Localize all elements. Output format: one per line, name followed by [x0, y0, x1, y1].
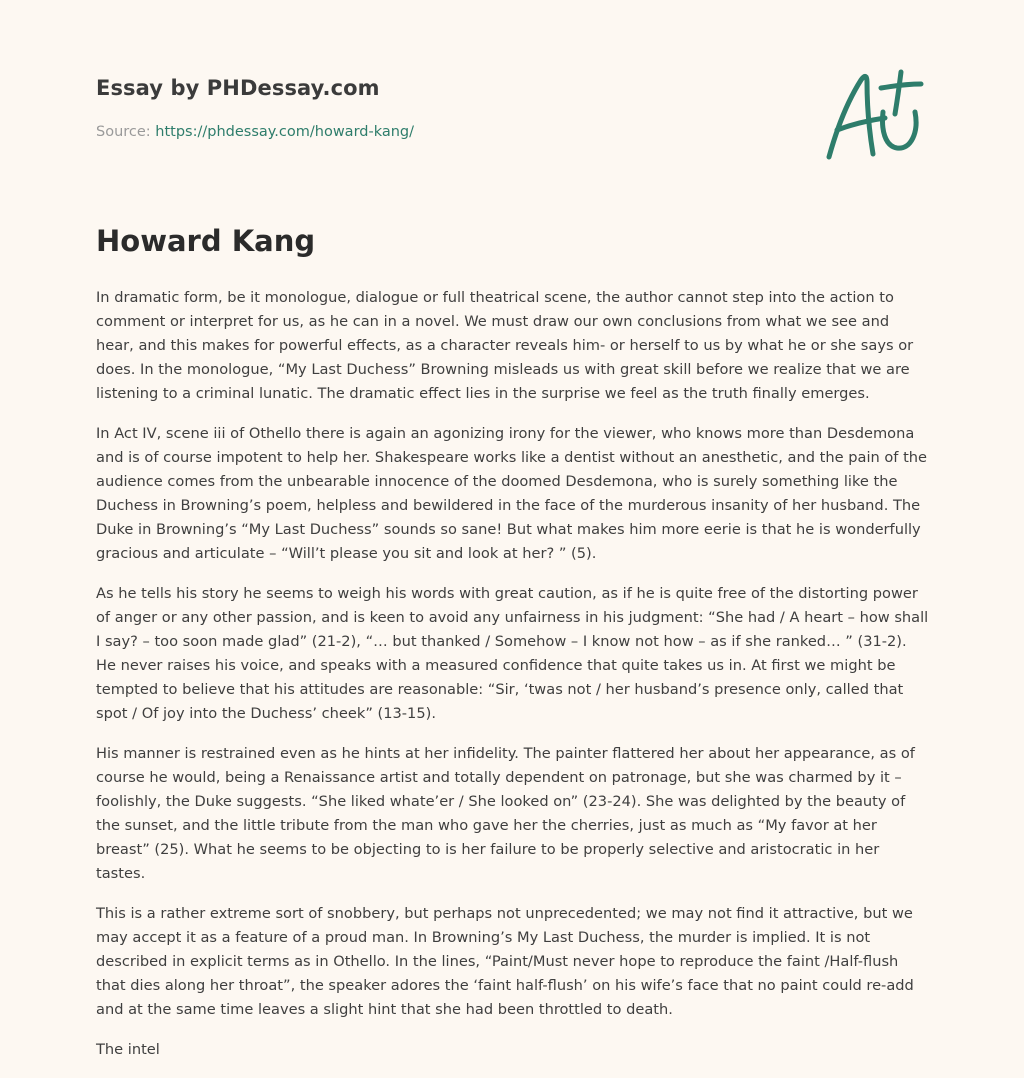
essay-paragraph: In Act IV, scene iii of Othello there is again an agonizing irony for the viewer, who knows more than Desdemona and is of course impotent to help her. Shakespeare works like a dentist without an anesthetic, and the pain of the audience comes from the unbearable innocence of the doomed Desdemona, who is surely something like the Duchess in Browning’s poem, helpless and bewildered in the face of the murderous insanity of her husband. The Duke in Browning’s “My Last Duchess” sounds so sane! But what makes him more eerie is that he is wonderfully gracious and articulate – “Will’t please you sit and look at her? ” (5). — [96, 425, 928, 562]
source-line — [96, 124, 414, 140]
a-plus-logo-icon — [823, 68, 925, 164]
essay-paragraph: This is a rather extreme sort of snobbery, but perhaps not unprecedented; we may not find it attractive, but we may accept it as a feature of a proud man. In Browning’s My Last Duchess, the murder is implied. It is not described in explicit terms as in Othello. In the lines, “Paint/Must never hope to reproduce the faint /Half-flush that dies along her throat”, the speaker adores the ‘faint half-flush’ on his wife’s face that no paint could re-add and at the same time leaves a slight hint that she had been throttled to death. — [96, 905, 914, 1018]
essay-paragraph: In dramatic form, be it monologue, dialogue or full theatrical scene, the author cannot step into the action to comment or interpret for us, as he can in a novel. We must draw our own conclusions from what we see and hear, and this makes for powerful effects, as a character reveals him- or herself to us by what he or she says or does. In the monologue, “My Last Duchess” Browning misleads us with great skill before we realize that we are listening to a criminal lunatic. The dramatic effect lies in the surprise we feel as the truth finally emerges. — [96, 289, 914, 402]
essay-title: Howard Kang — [96, 224, 316, 258]
brand-title: Essay by PHDessay.com — [96, 76, 380, 100]
essay-paragraph: As he tells his story he seems to weigh his words with great caution, as if he is quite free of the distorting power of anger or any other passion, and is keen to avoid any unfairness in his judgment: “She had / A heart – how shall I say? – too soon made glad” (21-2), “… but thanked / Somehow – I know not how – as if she ranked… ” (31-2). He never raises his voice, and speaks with a measured confidence that quite takes us in. At first we might be tempted to believe that his attitudes are reasonable: “Sir, ‘twas not / her husband’s presence only, called that spot / Of joy into the Duchess’ cheek” (13-15). — [96, 585, 929, 722]
essay-paragraph: His manner is restrained even as he hints at her infidelity. The painter flattered her about her appearance, as of course he would, being a Renaissance artist and totally dependent on patronage, but she was charmed by it – foolishly, the Duke suggests. “She liked whate’er / She looked on” (23-24). She was delighted by the beauty of the sunset, and the little tribute from the man who gave her the cherries, just as much as “My favor at her breast” (25). What he seems to be objecting to is her failure to be properly selective and aristocratic in her tastes. — [96, 745, 915, 882]
page-header — [96, 0, 928, 200]
essay-paragraph-truncated: The intel — [96, 1041, 160, 1058]
source-label: Source: — [96, 124, 156, 140]
essay-body — [96, 286, 930, 1078]
source-link[interactable]: https://phdessay.com/howard-kang/ — [155, 124, 415, 140]
